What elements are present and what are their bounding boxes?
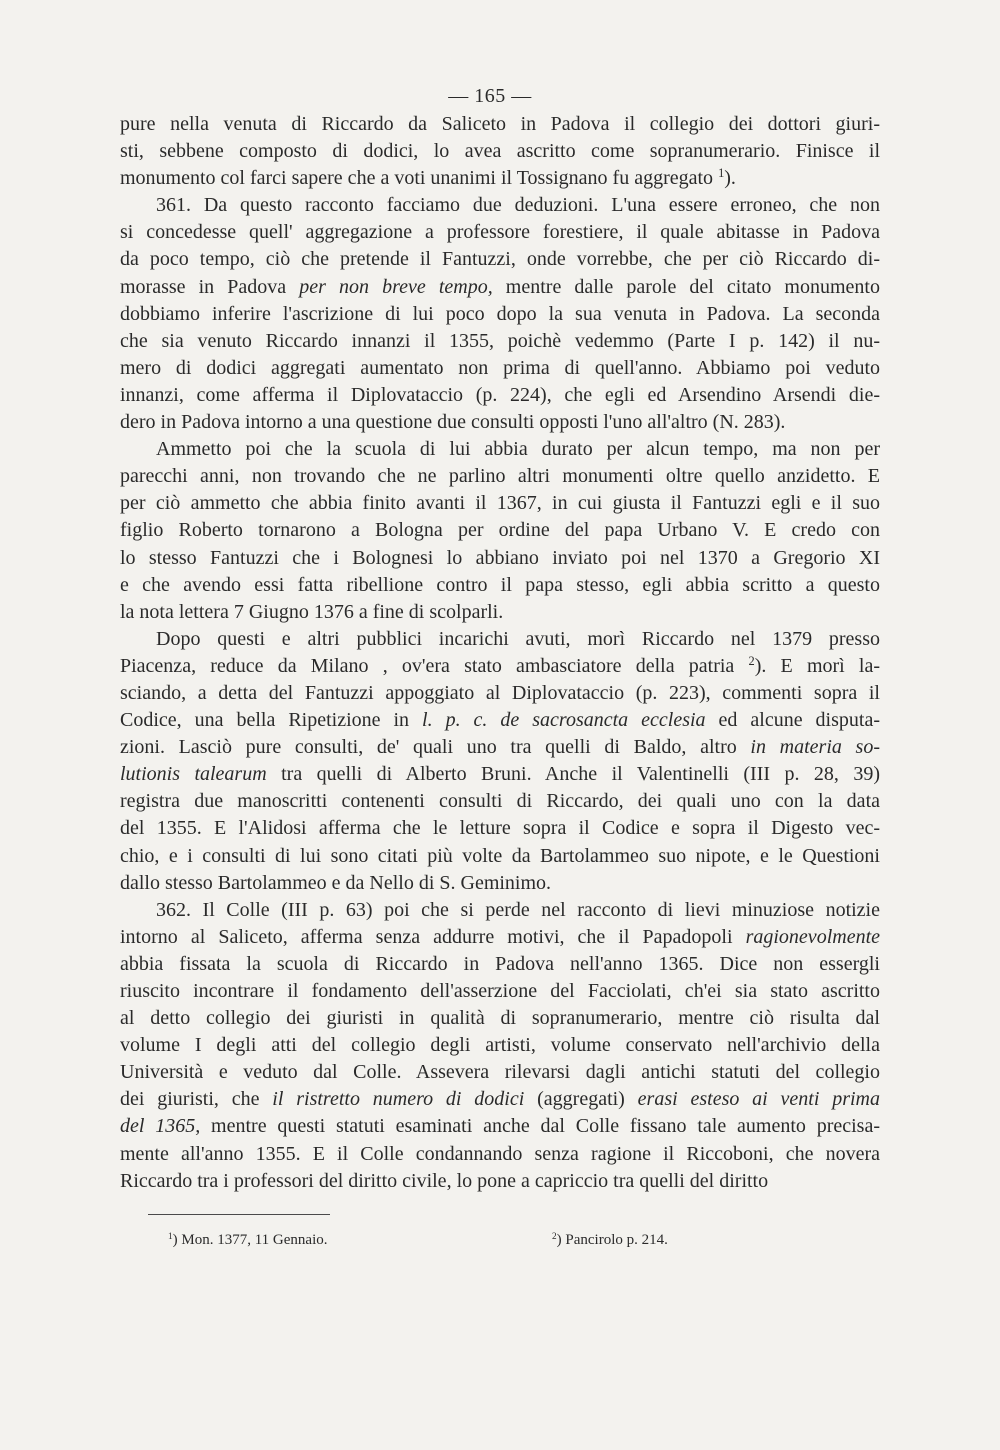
text-line-content: [120, 788, 880, 815]
text-line-content: [120, 734, 880, 761]
text-line-content: [120, 165, 736, 192]
body-text: [120, 111, 880, 1195]
text-line: [120, 355, 880, 382]
text-line: [120, 707, 880, 734]
text-run: tra quelli di Alberto Bruni. Anche il Valentinelli (III p. 28, 39): [266, 763, 880, 786]
text-line: [120, 924, 880, 951]
text-run: la nota lettera 7 Giugno 1376 a fine di scolparli.: [120, 600, 504, 623]
text-line-content: [120, 870, 551, 897]
text-run: (aggregati): [524, 1088, 638, 1111]
text-run: che sia venuto Riccardo innanzi il 1355, poichè vedemmo (Parte I p. 142) il nu-: [120, 329, 880, 352]
text-line: [120, 490, 880, 517]
footnote-text: ) Mon. 1377, 11 Gennaio.: [172, 1232, 328, 1248]
text-line-content: [156, 626, 880, 653]
text-run: si concedesse quell' aggregazione a professore forestiere, il quale abitasse in Padova: [120, 221, 880, 244]
text-run: mero di dodici aggregati aumentato non prima di quell'anno. Abbiamo poi veduto: [120, 356, 880, 379]
text-line-content: [156, 436, 880, 463]
text-run: dei giuristi, che: [120, 1088, 273, 1111]
text-run: Codice, una bella Ripetizione in: [120, 709, 423, 732]
text-line-content: [120, 599, 503, 626]
text-run: Università e veduto dal Colle. Assevera rilevarsi dagli antichi statuti del collegio: [120, 1061, 880, 1084]
text-line: [120, 815, 880, 842]
text-run: mentre dalle parole del citato monumento: [492, 275, 880, 298]
text-line-content: [120, 219, 880, 246]
text-run: 362. Il Colle (III p. 63) poi che si perde nel racconto di lievi minuziose notizie: [156, 898, 880, 921]
text-line-content: [120, 1113, 880, 1140]
text-run: intorno al Saliceto, afferma senza addurre motivi, che il Papadopoli: [120, 925, 746, 948]
text-run: monumento col farci sapere che a voti unanimi il Tossignano fu aggregato: [120, 167, 719, 190]
text-line-content: [120, 490, 880, 517]
text-line: [120, 1113, 880, 1140]
text-line-content: [120, 1168, 768, 1195]
text-line: [120, 1086, 880, 1113]
text-line-content: [120, 382, 880, 409]
text-line-content: [120, 1086, 880, 1113]
text-line: [120, 301, 880, 328]
text-line-content: [120, 761, 880, 788]
text-run: Dopo questi e altri pubblici incarichi avuti, morì Riccardo nel 1379 presso: [156, 627, 880, 650]
text-line: [120, 951, 880, 978]
text-run: volume I degli atti del collegio degli artisti, volume conservato nell'archivio della: [120, 1034, 880, 1057]
text-run: 361. Da questo racconto facciamo due deduzioni. L'una essere erroneo, che non: [156, 194, 880, 217]
text-line: [120, 138, 880, 165]
text-line-content: [120, 463, 880, 490]
text-line: [120, 788, 880, 815]
text-line: [120, 761, 880, 788]
paragraph: [120, 626, 880, 897]
italic-text: del 1365,: [120, 1115, 201, 1138]
text-run: dallo stesso Bartolammeo e da Nello di S. Geminimo.: [120, 871, 552, 894]
text-line-content: [120, 328, 880, 355]
text-line: [120, 734, 880, 761]
text-line-content: [120, 1059, 880, 1086]
text-line: [120, 409, 880, 436]
text-line: [120, 219, 880, 246]
text-line: [120, 653, 880, 680]
italic-text: il ristretto numero di dodici: [272, 1088, 525, 1111]
text-run: chio, e i consulti di lui sono citati più volte da Bartolammeo suo nipote, e le Questioni: [120, 844, 880, 867]
italic-text: l. p. c. de sacrosancta ecclesia: [422, 709, 706, 732]
footnote-ref: 1: [718, 166, 725, 181]
text-line: [120, 165, 880, 192]
text-line: [120, 382, 880, 409]
text-line-content: [120, 815, 880, 842]
page-number: — 165 —: [448, 85, 532, 107]
text-run: mente all'anno 1355. E il Colle condannando senza ragione il Riccoboni, che novera: [120, 1142, 880, 1165]
text-line: [120, 572, 880, 599]
text-line: [120, 978, 880, 1005]
footnote-text: ) Pancirolo p. 214.: [556, 1232, 668, 1248]
text-run: Piacenza, reduce da Milano , ov'era stato ambasciatore della patria: [120, 654, 749, 677]
text-run: da poco tempo, ciò che pretende il Fantuzzi, onde vorrebbe, che per ciò Riccardo di-: [120, 248, 880, 271]
text-run: dero in Padova intorno a una questione due consulti opposti l'uno all'altro (N. 283).: [120, 411, 786, 434]
italic-text: erasi esteso ai venti prima: [637, 1088, 880, 1111]
text-run: al detto collegio dei giuristi in qualità di sopranumerario, mentre ciò risulta dal: [120, 1007, 880, 1030]
text-line: [120, 274, 880, 301]
text-line-content: [120, 409, 785, 436]
text-run: innanzi, come afferma il Diplovataccio (p. 224), che egli ed Arsendino Arsendi die-: [120, 383, 880, 406]
italic-text: in materia so-: [750, 736, 880, 759]
text-run: figlio Roberto tornarono a Bologna per ordine del papa Urbano V. E credo con: [120, 519, 880, 542]
text-line: [120, 870, 880, 897]
text-run: sti, sebbene composto di dodici, lo avea ascritto come sopranumerario. Finisce il: [120, 140, 880, 163]
paragraph: [120, 897, 880, 1195]
text-line: [120, 1141, 880, 1168]
text-run: abbia fissata la scuola di Riccardo in Padova nell'anno 1365. Dice non essergli: [120, 952, 880, 975]
text-line-content: [156, 897, 880, 924]
italic-text: ragionevolmente: [745, 925, 880, 948]
italic-text: lutionis talearum: [120, 763, 267, 786]
text-run: ).: [724, 167, 736, 190]
text-run: zioni. Lasciò pure consulti, de' quali uno tra quelli di Baldo, altro: [120, 736, 751, 759]
text-line: [120, 843, 880, 870]
text-line-content: [120, 951, 880, 978]
text-run: pure nella venuta di Riccardo da Saliceto in Padova il collegio dei dottori giuri-: [120, 113, 880, 135]
text-line-content: [120, 274, 880, 301]
text-line: [120, 599, 880, 626]
text-line-content: [120, 707, 880, 734]
text-line-content: [120, 355, 880, 382]
paragraph: [120, 436, 880, 626]
text-run: mentre questi statuti esaminati anche dal Colle fissano tale aumento precisa-: [200, 1115, 880, 1138]
paragraph: [120, 192, 880, 436]
text-line: [120, 111, 880, 138]
text-line: [120, 436, 880, 463]
text-run: morasse in Padova: [120, 275, 300, 298]
text-line: [120, 246, 880, 273]
text-line: [120, 897, 880, 924]
text-run: ). E morì la-: [754, 654, 880, 677]
text-run: registra due manoscritti contenenti consulti di Riccardo, dei quali uno con la data: [120, 790, 880, 813]
text-line-content: [156, 192, 880, 219]
text-run: per ciò ammetto che abbia finito avanti il 1367, in cui giusta il Fantuzzi egli e il suo: [120, 492, 880, 515]
text-run: Ammetto poi che la scuola di lui abbia durato per alcun tempo, ma non per: [156, 438, 880, 461]
text-line-content: [120, 1141, 880, 1168]
footnote-2: [552, 1232, 668, 1249]
text-line: [120, 626, 880, 653]
text-line-content: [120, 1032, 880, 1059]
text-line: [120, 463, 880, 490]
text-run: sciando, a detta del Fantuzzi appoggiato al Diplovataccio (p. 223), commenti sopra il: [120, 681, 880, 704]
text-run: e che avendo essi fatta ribellione contro il papa stesso, egli abbia scritto a questo: [120, 573, 880, 596]
footnote-mark: 2: [552, 1231, 557, 1242]
footnote-1: [168, 1232, 328, 1249]
text-line-content: [120, 111, 880, 138]
text-line-content: [120, 138, 880, 165]
text-run: parecchi anni, non trovando che ne parlino altri monumenti oltre quello anzidetto. E: [120, 465, 880, 488]
footnote-mark: 1: [168, 1231, 173, 1242]
italic-text: per non breve tempo,: [299, 275, 493, 298]
text-line: [120, 545, 880, 572]
text-line: [120, 1168, 880, 1195]
text-line-content: [120, 680, 880, 707]
text-line: [120, 1059, 880, 1086]
text-line: [120, 192, 880, 219]
text-line-content: [120, 924, 880, 951]
text-run: ed alcune disputa-: [705, 709, 880, 732]
footnote-rule: [148, 1214, 330, 1215]
text-line: [120, 328, 880, 355]
text-line-content: [120, 978, 880, 1005]
text-run: Riccardo tra i professori del diritto civile, lo pone a capriccio tra quelli del diritto: [120, 1169, 769, 1192]
text-line-content: [120, 545, 880, 572]
text-line: [120, 680, 880, 707]
text-line: [120, 1005, 880, 1032]
text-line: [120, 1032, 880, 1059]
text-line-content: [120, 653, 880, 680]
text-run: riuscito incontrare il fondamento dell'asserzione del Facciolati, ch'ei sia stato ascritto: [120, 980, 880, 1002]
text-run: dobbiamo inferire l'ascrizione di lui poco dopo la sua venuta in Padova. La seconda: [120, 302, 880, 325]
text-line-content: [120, 246, 880, 273]
text-line-content: [120, 572, 880, 599]
paragraph: [120, 111, 880, 192]
text-line-content: [120, 517, 880, 544]
text-line: [120, 517, 880, 544]
text-line-content: [120, 843, 880, 870]
text-run: lo stesso Fantuzzi che i Bolognesi lo abbiano inviato poi nel 1370 a Gregorio XI: [120, 546, 880, 569]
text-run: del 1355. E l'Alidosi afferma che le letture sopra il Codice e sopra il Digesto vec-: [120, 817, 880, 840]
text-line-content: [120, 301, 880, 328]
footnote-ref: 2: [748, 654, 755, 669]
text-line-content: [120, 1005, 880, 1032]
